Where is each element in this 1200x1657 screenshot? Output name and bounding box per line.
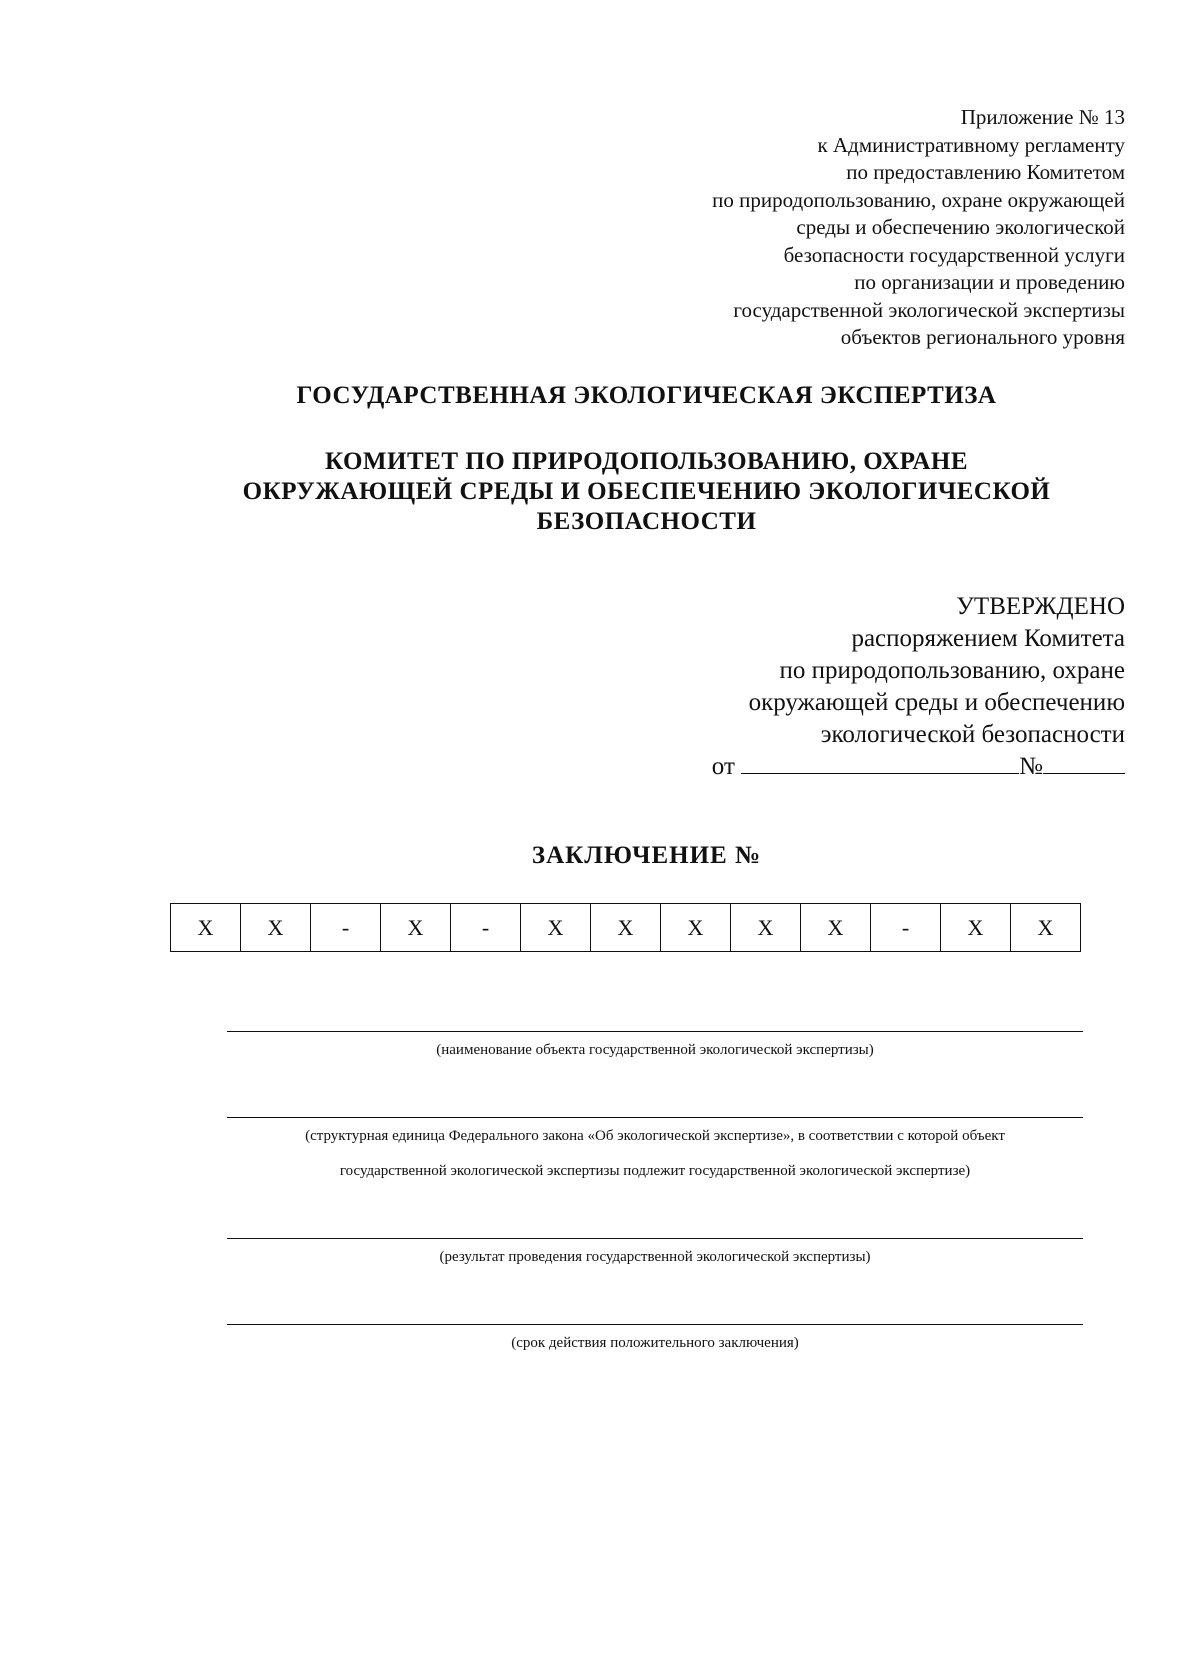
approval-date-row: [712, 751, 1125, 783]
appendix-line: по природопользованию, охране окружающей: [712, 187, 1125, 212]
law-unit-field: [227, 1117, 1083, 1188]
appendix-line: по предоставлению Комитетом: [846, 160, 1125, 184]
appendix-header: [712, 104, 1125, 352]
validity-field: [227, 1324, 1083, 1360]
law-unit-caption: (структурная единица Федерального закона «Об экологической экспертизе», в соответствии с которой объект: [305, 1128, 1005, 1144]
appendix-line: безопасности государственной услуги: [783, 242, 1125, 267]
code-cell: X: [591, 904, 661, 952]
code-cell: X: [381, 904, 451, 952]
committee-heading-line: БЕЗОПАСНОСТИ: [536, 508, 757, 535]
conclusion-code-grid: [170, 903, 1081, 952]
object-name-field: [227, 1031, 1083, 1067]
code-cell: -: [311, 904, 381, 952]
code-cell: -: [451, 904, 521, 952]
approved-line: по природопользованию, охране: [779, 657, 1125, 684]
code-cell: X: [241, 904, 311, 952]
code-cell: X: [941, 904, 1011, 952]
date-blank-line: [741, 751, 1019, 774]
appendix-line: Приложение № 13: [960, 105, 1125, 129]
committee-heading-line: ОКРУЖАЮЩЕЙ СРЕДЫ И ОБЕСПЕЧЕНИЮ ЭКОЛОГИЧЕСКОЙ: [242, 478, 1051, 505]
approved-line: распоряжением Комитета: [851, 625, 1125, 652]
appendix-line: среды и обеспечению экологической: [796, 215, 1125, 239]
code-cell: X: [801, 904, 871, 952]
code-cell: X: [521, 904, 591, 952]
conclusion-title: ЗАКЛЮЧЕНИЕ №: [531, 842, 762, 869]
object-name-caption: (наименование объекта государственной экологической экспертизы): [436, 1042, 874, 1058]
result-caption: (результат проведения государственной экологической экспертизы): [439, 1249, 871, 1265]
committee-heading-line: КОМИТЕТ ПО ПРИРОДОПОЛЬЗОВАНИЮ, ОХРАНЕ: [324, 448, 969, 475]
code-cell: X: [731, 904, 801, 952]
code-cell: -: [871, 904, 941, 952]
validity-blank-line: [227, 1324, 1083, 1325]
law-unit-blank-line: [227, 1117, 1083, 1118]
object-name-blank-line: [227, 1031, 1083, 1032]
number-sign: №: [1019, 753, 1043, 780]
appendix-line: государственной экологической экспертизы: [733, 297, 1125, 322]
committee-heading: [0, 447, 1200, 537]
approved-title: УТВЕРЖДЕНО: [956, 593, 1125, 620]
code-cell: X: [171, 904, 241, 952]
result-field: [227, 1238, 1083, 1274]
approval-block: [712, 591, 1125, 783]
code-cell: X: [1011, 904, 1081, 952]
appendix-line: объектов регионального уровня: [840, 325, 1125, 349]
appendix-line: к Административному регламенту: [817, 132, 1125, 157]
expertise-heading: ГОСУДАРСТВЕННАЯ ЭКОЛОГИЧЕСКАЯ ЭКСПЕРТИЗА: [296, 382, 997, 409]
approved-line: окружающей среды и обеспечению: [748, 689, 1125, 716]
number-blank-line: [1043, 751, 1125, 774]
appendix-line: по организации и проведению: [854, 270, 1125, 294]
code-cell: X: [661, 904, 731, 952]
approved-line: экологической безопасности: [820, 721, 1125, 748]
result-blank-line: [227, 1238, 1083, 1239]
date-prefix: от: [711, 753, 735, 780]
validity-caption: (срок действия положительного заключения): [511, 1335, 799, 1351]
law-unit-caption: государственной экологической экспертизы подлежит государственной экологической экспертизе): [339, 1163, 971, 1179]
